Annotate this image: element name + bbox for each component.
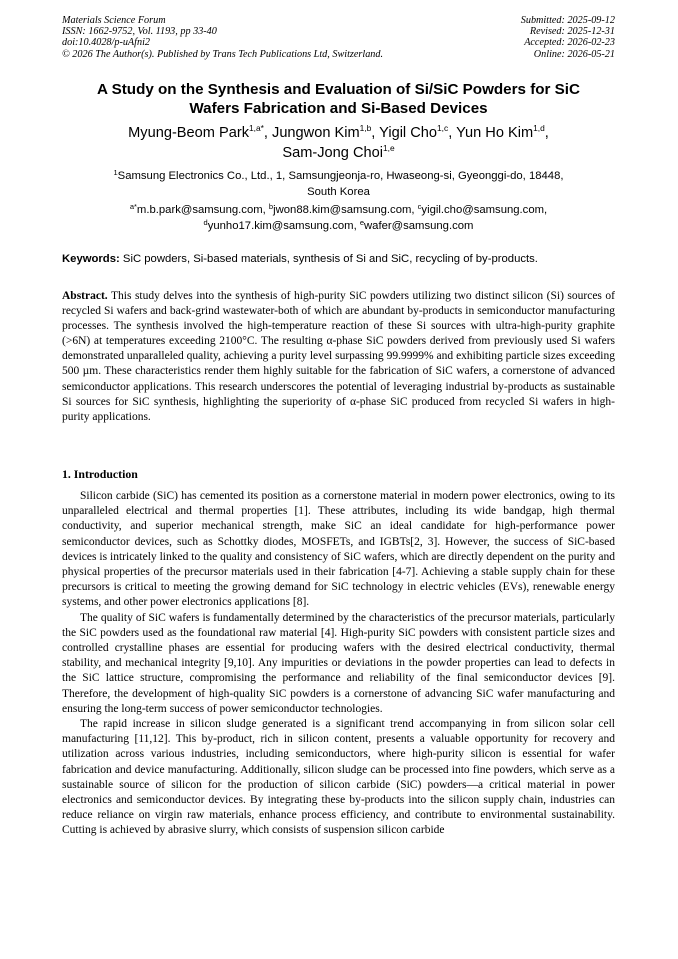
affiliation-line-1: Samsung Electronics Co., Ltd., 1, Samsungjeonja-ro, Hwaseong-si, Gyeonggi-do, 18448, — [117, 170, 564, 182]
abstract-label: Abstract. — [62, 290, 108, 302]
email-list: $^{a*}$m.b.park@samsung.com, $^b$jwon88.kim@samsung.com, $^c$yigil.cho@samsung.com, $^d$yunho17.kim@samsung.com, $^e$wafer@samsung.com — [129, 202, 548, 232]
paragraph: The quality of SiC wafers is fundamentally determined by the characteristics of the precursor materials, particularly the SiC powders used as the foundational raw material [4]. High-purity SiC powders with consistent particle sizes and controlled crystalline phases are essential for producing wafers with the desired electrical conductivity, thermal stability, and mechanical integrity [9,10]. Any impurities or deviations in the powder properties can lead to defects in the SiC lattice structure, compromising the performance and reliability of the final semiconductor devices [9]. Therefore, the development of high-quality SiC powders is a cornerstone of advancing SiC wafer manufacturing and ensuring the long-term success of power semiconductor technologies. — [62, 611, 615, 715]
author-marker: 1,d — [533, 123, 545, 133]
author-list: Myung-Beom Park$^{1,a*}$, Jungwon Kim$^{1,b}$, Yigil Cho$^{1,c}$, Yun Ho Kim$^{1,d}$, Sam-Jong Choi$^{1,e}$ — [128, 123, 549, 161]
keywords — [62, 252, 622, 267]
email-address: yunho17.kim@samsung.com — [207, 219, 354, 232]
email-address: yigil.cho@samsung.com — [421, 204, 545, 216]
online-date: Online: 2026-05-21 — [533, 48, 615, 60]
journal-info — [62, 15, 442, 60]
email-address: wafer@samsung.com — [364, 219, 474, 232]
paper-title — [62, 80, 615, 118]
journal-name: Materials Science Forum — [62, 15, 166, 26]
title-line-2: Wafers Fabrication and Si-Based Devices — [189, 100, 488, 117]
abstract — [62, 289, 615, 425]
author-name: Myung-Beom Park — [128, 125, 249, 141]
author-name: Yun Ho Kim — [456, 125, 534, 141]
email-marker: b — [268, 202, 274, 211]
author-name: Yigil Cho — [379, 125, 438, 141]
body-text — [62, 489, 615, 839]
issn-line: ISSN: 1662-9752, Vol. 1193, pp 33-40 — [62, 26, 217, 38]
revised-date: Revised: 2025-12-31 — [529, 26, 615, 38]
author-name: Jungwon Kim — [272, 125, 360, 141]
author-marker: 1,e — [382, 143, 395, 153]
email-address: jwon88.kim@samsung.com — [273, 204, 412, 216]
author-marker: 1,b — [359, 123, 372, 133]
section-heading: 1. Introduction — [62, 467, 138, 481]
email-marker: c — [417, 202, 422, 211]
author-marker: 1,a* — [249, 123, 264, 133]
affiliation — [62, 168, 615, 200]
author-name: Sam-Jong Choi — [282, 145, 383, 161]
affiliation-marker: 1 — [113, 168, 118, 177]
accepted-date: Accepted: 2026-02-23 — [524, 37, 615, 49]
affiliation-line-2: South Korea — [307, 186, 370, 198]
email-marker: d — [203, 217, 208, 227]
paragraph: Silicon carbide (SiC) has cemented its position as a cornerstone material in modern power electronics, owing to its unparalleled electrical and thermal properties [1]. These attributes, including its wide bandgap, high thermal conductivity, and superior mechanical strength, make SiC an ideal candidate for high-performance power semiconductor devices, such as Schottky diodes, MOSFETs, and IGBTs[2, 3]. However, the success of SiC-based devices is intricately linked to the quality and consistency of SiC wafers, which are directly dependent on the purity and physical properties of the precursor materials used in their fabrication [4-7]. Achieving a stable supply chain for these precursors is critical to meeting the growing demand for SiC technology in electric vehicles (EVs), renewable energy systems, and other power electronics applications [8]. — [62, 490, 615, 609]
email-marker: e — [359, 217, 365, 227]
publication-dates — [395, 15, 615, 60]
doi-line: doi:10.4028/p-uAfni2 — [62, 37, 151, 49]
paragraph: The rapid increase in silicon sludge generated is a significant trend accompanying in from silicon solar cell manufacturing [11,12]. This by-product, rich in silicon content, presents a valuable opportunity for recovery and utilization across various industries, including semiconductors, where high-purity silicon is essential for wafer fabrication and device manufacturing. Additionally, silicon sludge can be processed into fine powders, which serve as a sustainable source of silicon for the production of silicon carbide (SiC) powders—a critical material in power electronics and semiconductor devices. By integrating these by-products into the silicon supply chain, industries can reduce reliance on virgin raw materials, enhance process efficiency, and contribute to environmental sustainability. Cutting is achieved by abrasive slurry, which consists of suspension silicon carbide — [62, 718, 615, 837]
keywords-label: Keywords: — [62, 253, 120, 265]
title-line-1: A Study on the Synthesis and Evaluation of Si/SiC Powders for SiC — [97, 81, 580, 98]
email-marker: a* — [129, 202, 137, 211]
keywords-text: SiC powders, Si-based materials, synthesis of Si and SiC, recycling of by-products. — [122, 253, 538, 265]
abstract-text: This study delves into the synthesis of high-purity SiC powders utilizing two distinct silicon (Si) sources of recycled Si wafers and back-grind wastewater-both of which are abundant by-products in semiconductor manufacturing processes. The synthesis involved the high-temperature reaction of these Si sources with ultra-high-purity graphite (>6N) at temperatures exceeding 2100°C. The resulting α-phase SiC powders derived from previously used Si wafers demonstrated unparalleled quality, achieving a purity level surpassing 99.9999% and exhibiting particle sizes exceeding 500 µm. These characteristics render them highly suitable for the fabrication of SiC wafers, a cornerstone of advanced semiconductor applications. This research underscores the potential of leveraging industrial by-products as sustainable Si sources for SiC synthesis, highlighting the superiority of α-phase SiC produced from recycled Si wafers in high-purity applications. — [62, 290, 616, 423]
author-marker: 1,c — [437, 123, 449, 133]
submitted-date: Submitted: 2025-09-12 — [520, 15, 615, 26]
email-address: m.b.park@samsung.com — [136, 204, 263, 216]
copyright-line: © 2026 The Author(s). Published by Trans Tech Publications Ltd, Switzerland. — [62, 48, 384, 60]
